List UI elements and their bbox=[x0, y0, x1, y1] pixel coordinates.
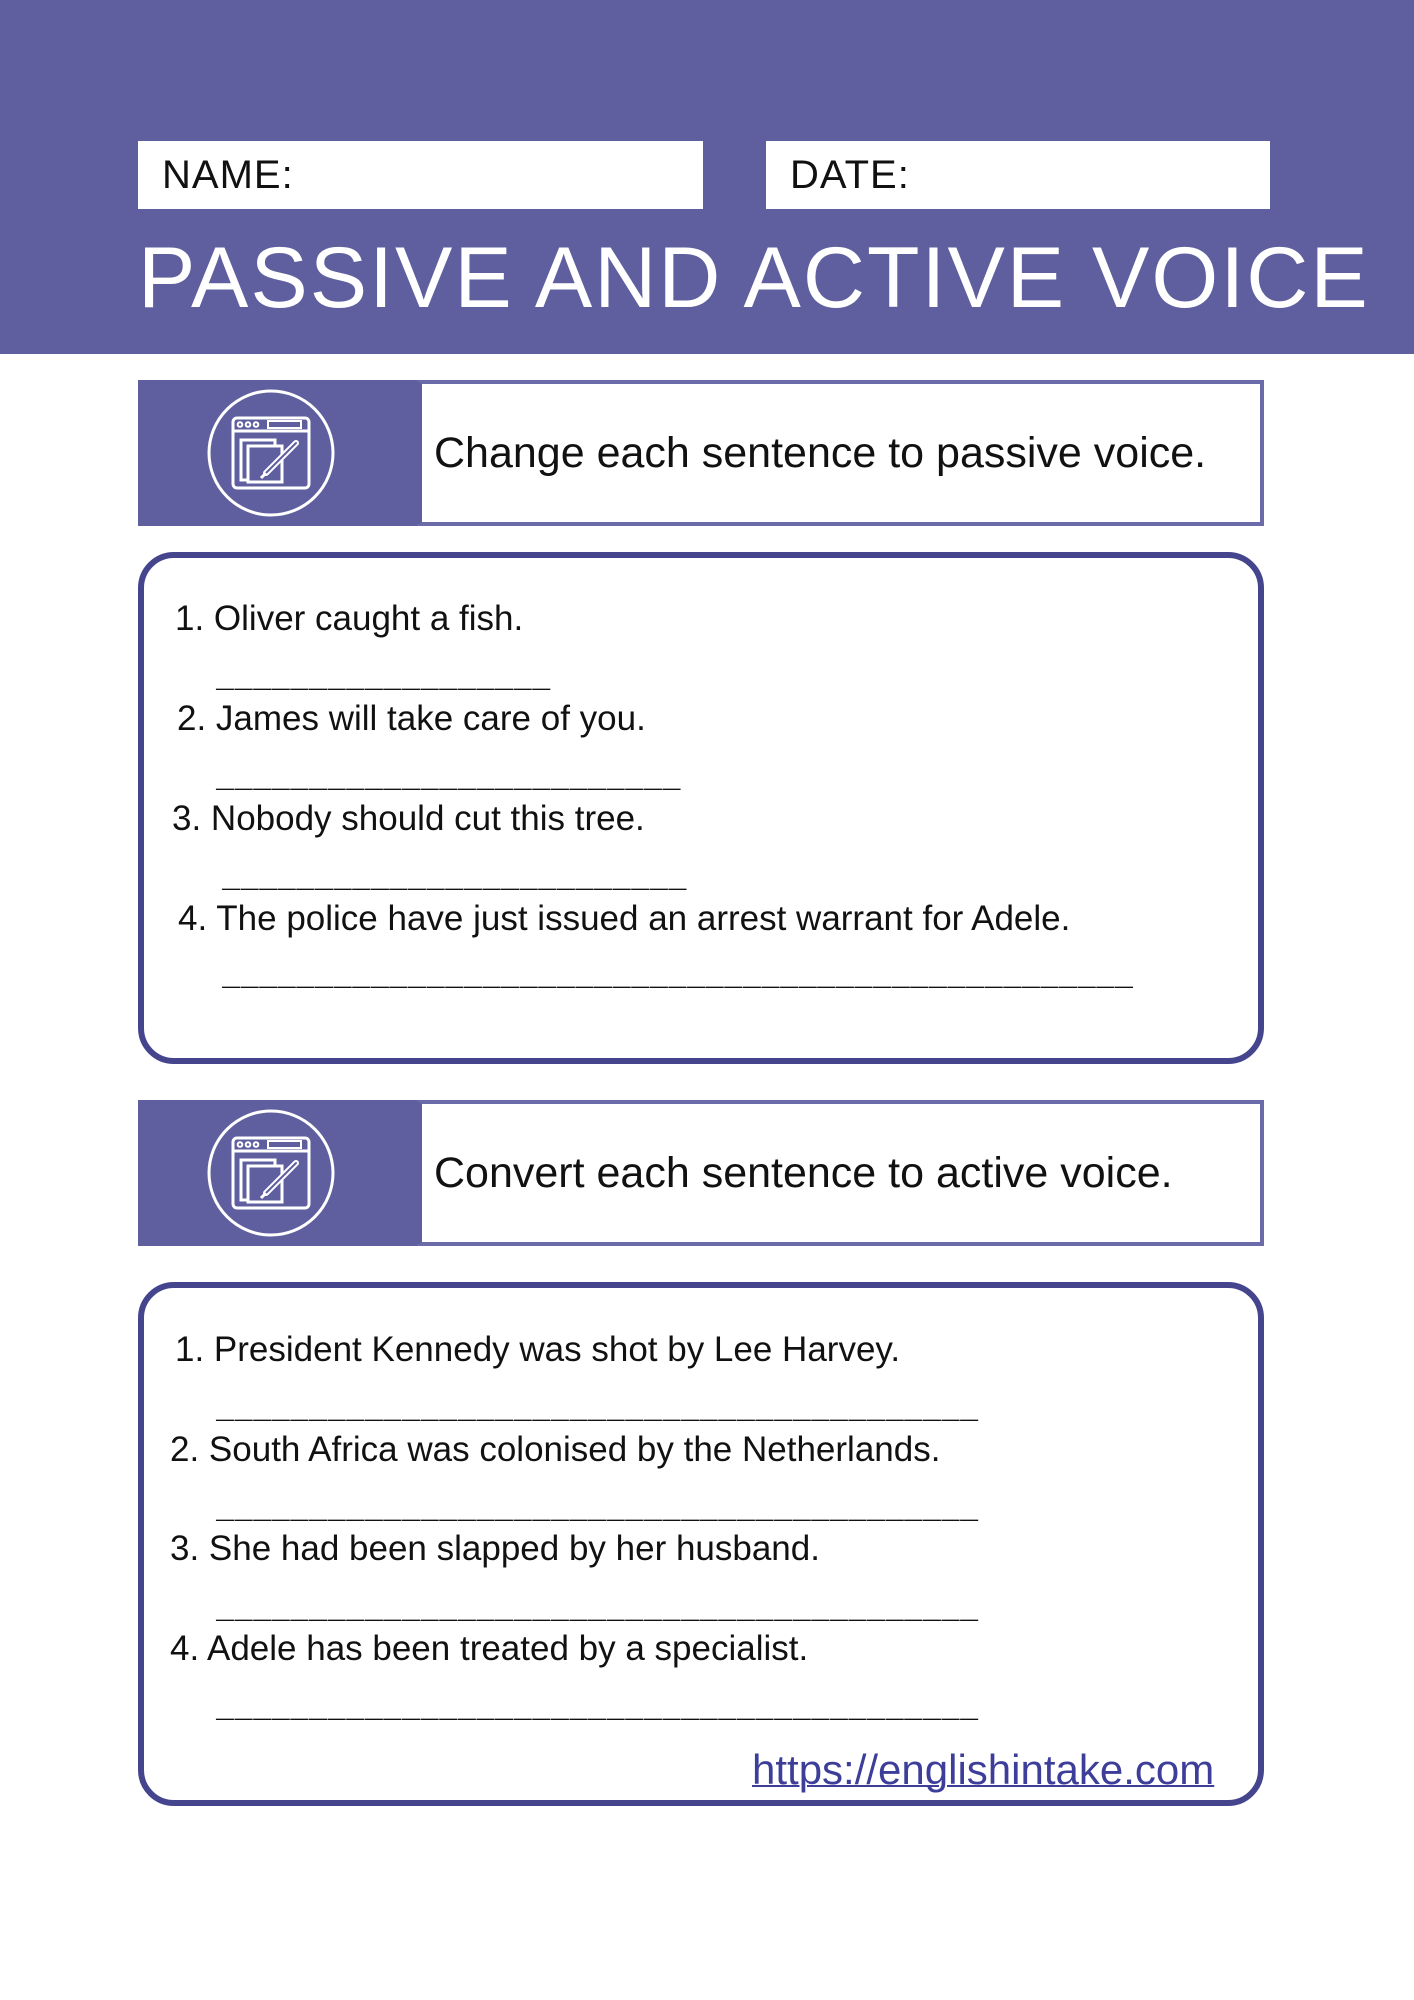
section1-icon-box bbox=[138, 380, 416, 526]
section2-icon-box bbox=[138, 1100, 416, 1246]
section2-item-4: 4. Adele has been treated by a specialist. bbox=[170, 1629, 809, 1668]
section2-answer-line-1[interactable]: _________________________________________ bbox=[216, 1394, 979, 1428]
name-field[interactable] bbox=[138, 141, 703, 209]
website-link[interactable]: https://englishintake.com bbox=[752, 1746, 1215, 1793]
page-title: PASSIVE AND ACTIVE VOICE bbox=[138, 230, 1370, 326]
section2-answer-line-4[interactable]: _________________________________________ bbox=[216, 1693, 979, 1727]
section2-item-3: 3. She had been slapped by her husband. bbox=[170, 1529, 820, 1568]
date-field[interactable] bbox=[766, 141, 1270, 209]
header-band bbox=[0, 0, 1414, 354]
section1-answer-line-4[interactable]: _________________________________________________ bbox=[222, 961, 1134, 995]
section2-banner bbox=[138, 1100, 1264, 1246]
section2-instruction: Convert each sentence to active voice. bbox=[416, 1100, 1264, 1246]
section1-item-3: 3. Nobody should cut this tree. bbox=[172, 799, 645, 838]
section1-instruction: Change each sentence to passive voice. bbox=[416, 380, 1264, 526]
section1-banner bbox=[138, 380, 1264, 526]
section1-item-1: 1. Oliver caught a fish. bbox=[175, 599, 524, 638]
section1-answer-line-1[interactable]: __________________ bbox=[216, 663, 551, 697]
writing-tool-icon bbox=[206, 388, 336, 518]
section1-item-2: 2. James will take care of you. bbox=[177, 699, 646, 738]
section2-item-2: 2. South Africa was colonised by the Netherlands. bbox=[170, 1430, 941, 1469]
section1-item-4: 4. The police have just issued an arrest warrant for Adele. bbox=[178, 899, 1071, 938]
section1-answer-line-3[interactable]: _________________________ bbox=[222, 863, 688, 897]
section2-item-1: 1. President Kennedy was shot by Lee Harvey. bbox=[175, 1330, 901, 1369]
section1-answer-line-2[interactable]: _________________________ bbox=[216, 763, 682, 797]
date-label: DATE: bbox=[790, 153, 910, 197]
writing-tool-icon bbox=[206, 1108, 336, 1238]
name-label: NAME: bbox=[162, 153, 294, 197]
section2-answer-line-2[interactable]: _________________________________________ bbox=[216, 1494, 979, 1528]
section2-answer-line-3[interactable]: _________________________________________ bbox=[216, 1594, 979, 1628]
